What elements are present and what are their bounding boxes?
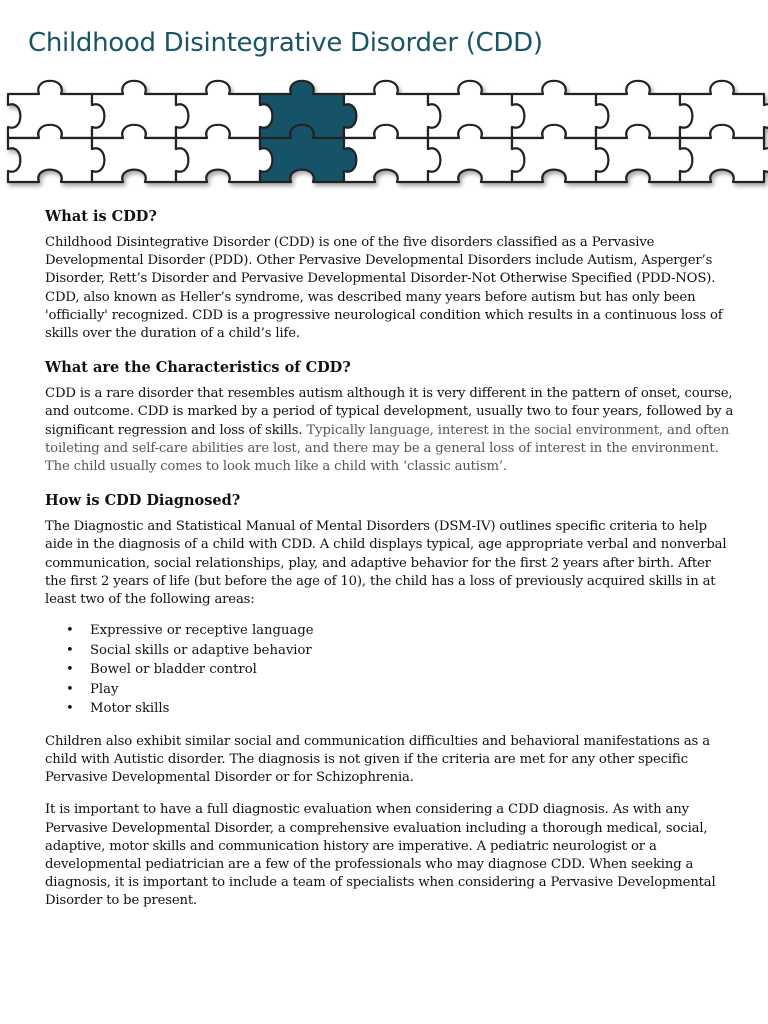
paragraph-diagnosed: The Diagnostic and Statistical Manual of Mental Disorders (DSM-IV) outlines specific criteria to help aide in the diagnosis of a child with CDD. A child displays typical, age appropriate verbal and nonverbal communication, social relationships, play, and adaptive behavior for the first 2 years after birth. After the first 2 years of life (but before the age of 10), the child has a loss of previously acquired skills in at least two of the following areas: <box>45 519 727 608</box>
puzzle-banner <box>0 76 768 202</box>
paragraph-evaluation: It is important to have a full diagnostic evaluation when considering a CDD diagnosis. As with any Pervasive Developmental Disorder, a comprehensive evaluation including a thorough medical, social, adaptive, motor skills and communication history are imperative. A pediatric neurologist or a developmental pediatrician are a few of the professionals who may diagnose CDD. When seeking a diagnosis, it is important to include a team of specialists when considering a Pervasive Developmental Disorder to be present. <box>45 802 716 909</box>
paragraph-what-is: Childhood Disintegrative Disorder (CDD) is one of the five disorders classified as a Pervasive Developmental Disorder (PDD). Other Pervasive Developmental Disorders include Autism, Asperger’s Disorder, Rett’s Disorder and Pervasive Developmental Disorder-Not Otherwise Specified (PDD-NOS). CDD, also known as Heller’s syndrome, was described many years before autism but has only been 'officially' recognized. CDD is a progressive neurological condition which results in a continuous loss of skills over the duration of a child’s life. <box>45 235 723 342</box>
heading-diagnosed: How is CDD Diagnosed? <box>45 492 241 510</box>
list-item: • Play <box>90 680 735 700</box>
heading-what-is: What is CDD? <box>45 208 157 225</box>
list-item: • Expressive or receptive language <box>90 621 735 641</box>
characteristics-text: CDD is a rare disorder that resembles autism although it is very different in the pattern of onset, course, and outcome. CDD is marked by a period of typical development, usually two to four years, followed by a significant regression and loss of skills. <box>45 386 734 438</box>
paragraph-diagnosis-criteria: Children also exhibit similar social and communication difficulties and behavioral manifestations as a child with Autistic disorder. The diagnosis is not given if the criteria are met for any other specific Pervasive Developmental Disorder or for Schizophrenia. <box>45 733 710 786</box>
section-what-is <box>45 206 735 343</box>
characteristics-text-grey: Typically language, interest in the social environment, and often toileting and self-care abilities are lost, and there may be a general loss of interest in the environment. The child usually comes to look much like a child with ‘classic autism’. <box>45 422 730 475</box>
list-item: • Bowel or bladder control <box>90 660 735 680</box>
page-title: Childhood Disintegrative Disorder (CDD) <box>28 28 543 58</box>
list-item: • Motor skills <box>90 699 735 719</box>
paragraph-characteristics <box>45 385 735 476</box>
list-item: • Social skills or adaptive behavior <box>90 641 735 661</box>
content <box>45 206 735 925</box>
heading-characteristics: What are the Characteristics of CDD? <box>45 359 351 377</box>
section-characteristics <box>45 357 735 476</box>
criteria-list <box>45 621 735 719</box>
section-diagnosed <box>45 490 735 910</box>
